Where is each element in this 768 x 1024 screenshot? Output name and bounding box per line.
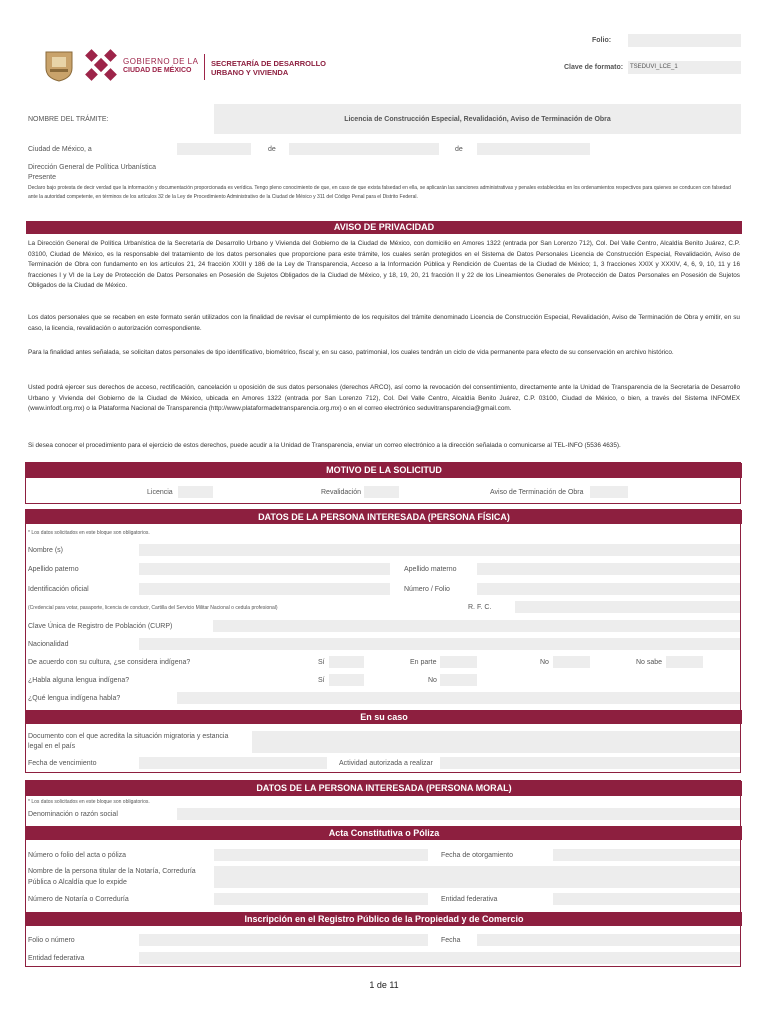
acta-entidad-label: Entidad federativa (441, 896, 498, 903)
numero-folio-field[interactable] (477, 583, 740, 595)
privacy-paragraph-2: Los datos personales que se recaben en este formato serán utilizados con la finalidad de revisar el cumplimiento de los requisitos del trámite denominado Licencia de Construcción Especial, Revalidación, Aviso de Terminación de Obra y emitir, en su caso, la licencia, revalidación o autorización correspondiente. (28, 314, 740, 332)
year-field[interactable] (477, 143, 590, 155)
identificacion-label: Identificación oficial (28, 586, 89, 593)
num-notaria-label: Número de Notaría o Correduría (28, 896, 129, 903)
nacionalidad-label: Nacionalidad (28, 641, 69, 648)
ap-materno-field[interactable] (477, 563, 740, 575)
motivo-licencia-checkbox[interactable] (178, 486, 213, 498)
registro-folio-label: Folio o número (28, 937, 75, 944)
cual-lengua-label: ¿Qué lengua indígena habla? (28, 695, 121, 702)
lengua-si-label: Sí (318, 677, 325, 684)
folio-label: Folio: (592, 37, 612, 44)
registro-entidad-label: Entidad federativa (28, 955, 85, 962)
tramite-value: Licencia de Construcción Especial, Revalidación, Aviso de Terminación de Obra (344, 116, 611, 123)
curp-label: Clave Única de Registro de Población (CURP) (28, 623, 173, 630)
sec-line1: SECRETARÍA DE DESARROLLO (211, 59, 327, 68)
lengua-question: ¿Habla alguna lengua indígena? (28, 677, 130, 684)
lengua-no-checkbox[interactable] (440, 674, 477, 686)
de-label-2: de (455, 146, 463, 153)
clave-value: TSEDUVI_LCE_1 (630, 64, 678, 70)
motivo-revalidacion-label: Revalidación (321, 489, 362, 496)
nombre-field[interactable] (139, 544, 740, 556)
folio-field[interactable] (628, 34, 741, 47)
motivo-aviso-checkbox[interactable] (590, 486, 628, 498)
notario-label-2: Pública o Alcaldía que lo expide (28, 879, 127, 886)
de-label-1: de (268, 146, 276, 153)
actividad-label: Actividad autorizada a realizar (339, 760, 433, 767)
day-field[interactable] (177, 143, 251, 155)
doc-migratorio-label-2: legal en el país (28, 743, 76, 750)
nombre-label: Nombre (s) (28, 547, 64, 554)
fisica-note: * Los datos solicitados en este bloque son obligatorios. (28, 530, 150, 536)
ap-materno-label: Apellido materno (404, 566, 457, 573)
indigena-en-parte-checkbox[interactable] (440, 656, 477, 668)
indigena-question: De acuerdo con su cultura, ¿se considera indígena? (28, 659, 191, 666)
indigena-no-label: No (540, 659, 549, 666)
en-su-caso-title: En su caso (26, 710, 742, 724)
nacionalidad-field[interactable] (139, 638, 740, 650)
registro-folio-field[interactable] (139, 934, 428, 946)
fisica-title: DATOS DE LA PERSONA INTERESADA (PERSONA FÍSICA) (26, 510, 742, 524)
registro-fecha-label: Fecha (441, 937, 461, 944)
numero-folio-label: Número / Folio (404, 586, 450, 593)
clave-label: Clave de formato: (564, 64, 624, 71)
num-notaria-field[interactable] (214, 893, 428, 905)
privacy-paragraph-4: Usted podrá ejercer sus derechos de acceso, rectificación, cancelación u oposición de sus datos personales (derechos ARCO), así como la revocación del consentimiento, directamente ante la Unidad de Transparencia de la Secretaría de Desarrollo Urbano y Vivienda del Gobierno de la Ciudad de México, ubicada en Amores 1322 (entrada por San Lorenzo 712), Col. Del Valle Centro, Alcaldía Benito Juárez, C.P. 03100, Ciudad de México, o bien, a través del Sistema INFOMEX (www.infodf.org.mx) o la Plataforma Nacional de Transparencia (http://www.plataformadetransparencia.org.mx) o en el correo electrónico seduvitransparencia@gmail.com. (28, 384, 740, 412)
tramite-label: NOMBRE DEL TRÁMITE: (28, 116, 109, 123)
addressee-line2: Presente (28, 174, 57, 181)
motivo-title: MOTIVO DE LA SOLICITUD (26, 463, 742, 478)
sec-line2: URBANO Y VIVIENDA (211, 68, 289, 77)
acta-numero-label: Número o folio del acta o póliza (28, 852, 127, 859)
ap-paterno-field[interactable] (139, 563, 390, 575)
doc-migratorio-label-1: Documento con el que acredita la situación migratoria y estancia (28, 733, 229, 740)
privacy-paragraph-1: La Dirección General de Política Urbanística de la Secretaría de Desarrollo Urbano y Vivienda del Gobierno de la Ciudad de México, con domicilio en Amores 1322 (entrada por San Lorenzo 712), Col. Del Valle Centro, Alcaldía Benito Juárez, C.P. 03100, Ciudad de México, es la responsable del tratamiento de los datos personales que proporcione para este trámite, los cuales serán protegidos en el Sistema de Datos Personales Licencia de Construcción Especial, Revalidación, Aviso de Terminación de Obra con fundamento en los artículos 21, 24 fracción XXIII y 186 de la Ley de Transparencia, Acceso a la Información Pública y Rendición de Cuentas de la Ciudad de México; 1, 3 fracciones XXIX y XXXIV, 4, 6, 9, 10, 11 y 16 fracciones I y VI de la Ley de Protección de Datos Personales en Posesión de Sujetos Obligados de la Ciudad de México, y 18, 19, 20, 21 fracción II y 22 de los Lineamientos Generales de Protección de Datos Personales en Posesión de Sujetos Obligados de la Ciudad de México. (28, 240, 740, 289)
cdmx-knot-logo-icon (84, 48, 118, 82)
actividad-field[interactable] (440, 757, 740, 769)
registro-title: Inscripción en el Registro Público de la Propiedad y de Comercio (26, 912, 742, 926)
denominacion-field[interactable] (177, 808, 740, 820)
addressee-line1: Dirección General de Política Urbanística (28, 164, 157, 171)
curp-field[interactable] (213, 620, 740, 632)
privacy-paragraph-3: Para la finalidad antes señalada, se solicitan datos personales de tipo identificativo, biométrico, fiscal y, en su caso, patrimonial, los cuales tendrán un ciclo de vida permanente para efecto de su conservación en archivo histórico. (28, 349, 674, 356)
denominacion-label: Denominación o razón social (28, 811, 118, 818)
privacy-title: AVISO DE PRIVACIDAD (26, 221, 742, 234)
ap-paterno-label: Apellido paterno (28, 566, 79, 573)
cual-lengua-field[interactable] (177, 692, 740, 704)
indigena-no-sabe-label: No sabe (636, 659, 663, 666)
indigena-no-checkbox[interactable] (553, 656, 590, 668)
declaration-text: Declaro bajo protesta de decir verdad que la información y documentación proporcionada es verídica. Tengo pleno conocimiento de que, en caso de que exista falsedad en ella, se aplicarán las sanciones administrativas y penales establecidas en los ordenamientos respectivos para quienes se conducen con falsedad ante la autoridad competente, en términos de los artículos 32 de la Ley de Procedimiento Administrativo de la Ciudad de México y 311 del Código Penal para el Distrito Federal. (28, 185, 731, 200)
gov-name (123, 58, 198, 75)
rfc-label: R. F. C. (468, 604, 492, 611)
motivo-licencia-label: Licencia (147, 489, 173, 496)
registro-fecha-field[interactable] (477, 934, 740, 946)
rfc-field[interactable] (515, 601, 740, 613)
indigena-no-sabe-checkbox[interactable] (666, 656, 703, 668)
acta-entidad-field[interactable] (553, 893, 740, 905)
lengua-no-label: No (428, 677, 437, 684)
gov-line2: CIUDAD DE MÉXICO (123, 67, 192, 74)
ident-note: (Credencial para votar, pasaporte, licencia de conducir, Cartilla del Servicio Militar Nacional o cedula profesional) (28, 605, 278, 611)
secretaria-name (211, 59, 326, 77)
notario-field[interactable] (214, 866, 740, 888)
month-field[interactable] (289, 143, 439, 155)
moral-note: * Los datos solicitados en este bloque son obligatorios. (28, 799, 150, 805)
motivo-revalidacion-checkbox[interactable] (364, 486, 399, 498)
vencimiento-label: Fecha de vencimiento (28, 760, 97, 767)
acta-title: Acta Constitutiva o Póliza (26, 826, 742, 840)
city-label: Ciudad de México, a (28, 146, 92, 153)
motivo-aviso-label: Aviso de Terminación de Obra (490, 489, 584, 496)
acta-fecha-label: Fecha de otorgamiento (441, 852, 513, 859)
indigena-si-label: Sí (318, 659, 325, 666)
lengua-si-checkbox[interactable] (329, 674, 364, 686)
indigena-en-parte-label: En parte (410, 659, 437, 666)
vencimiento-field[interactable] (139, 757, 327, 769)
registro-entidad-field[interactable] (139, 952, 740, 964)
acta-fecha-field[interactable] (553, 849, 740, 861)
indigena-si-checkbox[interactable] (329, 656, 364, 668)
gov-line1: GOBIERNO DE LA (123, 57, 199, 66)
cdmx-coat-of-arms-icon (44, 50, 74, 82)
doc-migratorio-field[interactable] (252, 731, 740, 753)
acta-numero-field[interactable] (214, 849, 428, 861)
header-divider (204, 54, 205, 80)
moral-title: DATOS DE LA PERSONA INTERESADA (PERSONA MORAL) (26, 781, 742, 796)
page-number: 1 de 11 (369, 980, 399, 990)
notario-label-1: Nombre de la persona titular de la Notaría, Correduría (28, 868, 196, 875)
privacy-paragraph-5: Si desea conocer el procedimiento para el ejercicio de estos derechos, puede acudir a la Unidad de Transparencia, enviar un correo electrónico a la dirección señalada o comunicarse al TEL-INFO (5536 4635). (28, 442, 621, 449)
identificacion-field[interactable] (139, 583, 390, 595)
